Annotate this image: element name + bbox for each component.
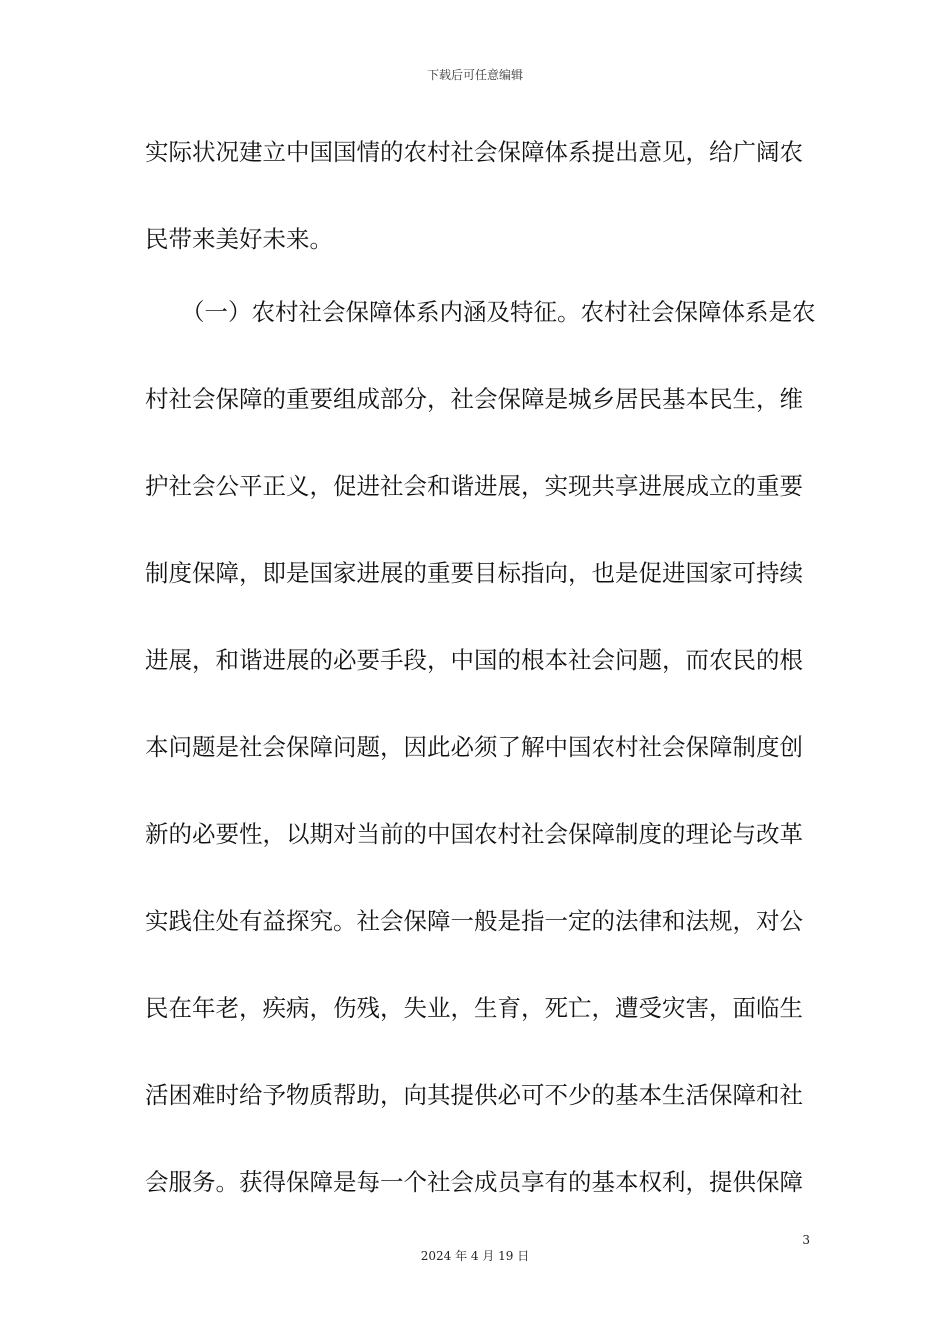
page-number: 3 [802, 1233, 810, 1247]
body-line-2: 民带来美好未来。 [145, 225, 333, 253]
body-line-1: 实际状况建立中国国情的农村社会保障体系提出意见，给广阔农 [145, 138, 803, 166]
footer-date: 2024 年 4 月 19 日 [420, 1249, 530, 1263]
body-line-7: 进展，和谐进展的必要手段，中国的根本社会问题，而农民的根 [145, 646, 803, 674]
body-line-9: 新的必要性，以期对当前的中国农村社会保障制度的理论与改革 [145, 820, 803, 848]
body-line-4: 村社会保障的重要组成部分，社会保障是城乡居民基本民生，维 [145, 385, 803, 413]
body-line-12: 活困难时给予物质帮助，向其提供必可不少的基本生活保障和社 [145, 1081, 803, 1109]
page-header: 下载后可任意编辑 [426, 68, 523, 82]
body-line-5: 护社会公平正义，促进社会和谐进展，实现共享进展成立的重要 [145, 472, 803, 500]
body-line-11: 民在年老，疾病，伤残，失业，生育，死亡，遭受灾害，面临生 [145, 994, 803, 1022]
body-line-10: 实践住处有益探究。社会保障一般是指一定的法律和法规，对公 [145, 907, 803, 935]
body-line-13: 会服务。获得保障是每一个社会成员享有的基本权利，提供保障 [145, 1168, 803, 1196]
body-line-8: 本问题是社会保障问题，因此必须了解中国农村社会保障制度创 [145, 733, 803, 761]
body-line-3: （一）农村社会保障体系内涵及特征。农村社会保障体系是农 [181, 298, 816, 326]
body-line-6: 制度保障，即是国家进展的重要目标指向，也是促进国家可持续 [145, 559, 803, 587]
